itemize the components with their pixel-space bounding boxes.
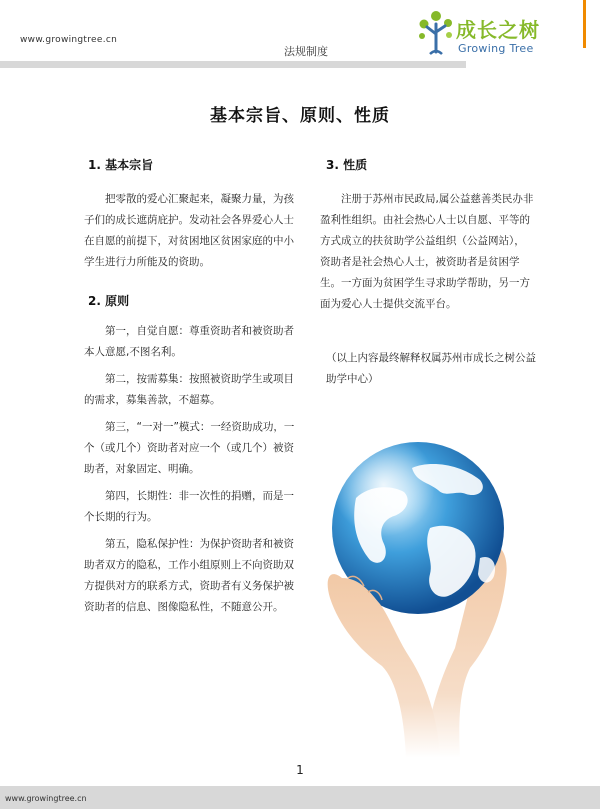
header-bar (0, 61, 466, 68)
globe-illustration (320, 428, 520, 758)
paragraph: 把零散的爱心汇聚起来，凝聚力量，为孩子们的成长遮荫庇护。发动社会各界爱心人士在自愿的前提下，对贫困地区贫困家庭的中小学生进行力所能及的资助。 (84, 193, 294, 268)
page-number: 1 (296, 763, 304, 777)
section-body-purpose (84, 189, 298, 273)
footer-bar (0, 786, 600, 809)
section-heading-nature: 3. 性质 (326, 158, 368, 172)
paragraph: 注册于苏州市民政局,属公益慈善类民办非盈利性组织。由社会热心人士以自愿、平等的方式成立的扶贫助学公益组织（公益网站），资助者是社会热心人士，被资助者是贫困学生。一方面为贫困学生寻求助学帮助，另一方面为爱心人士提供交流平台。 (320, 193, 534, 310)
logo-text-cn: 成长之树 (456, 18, 540, 42)
principle-item: 第五，隐私保护性：为保护资助者和被资助者双方的隐私，工作小组原则上不向资助双方提供对方的联系方式，资助者有义务保护被资助者的信息、图像隐私性，不随意公开。 (84, 538, 294, 613)
note-text: （以上内容最终解释权属苏州市成长之树公益助学中心） (326, 352, 536, 385)
principle-item: 第一，自觉自愿：尊重资助者和被资助者本人意愿,不图名利。 (84, 325, 294, 358)
site-url: www.growingtree.cn (20, 35, 118, 45)
tree-person-icon (418, 8, 454, 58)
principle-item: 第三，“一对一”模式：一经资助成功，一个（或几个）资助者对应一个（或几个）被资助者，对象固定、明确。 (84, 421, 295, 475)
section-heading-principles: 2. 原则 (88, 294, 130, 308)
footer-site-url: www.growingtree.cn (5, 794, 87, 803)
principle-item: 第二，按需募集：按照被资助学生或项目的需求，募集善款，不超募。 (84, 373, 294, 406)
interpretation-note (326, 348, 540, 390)
page-title: 基本宗旨、原则、性质 (210, 106, 390, 126)
globe-in-hands-image (320, 428, 520, 758)
accent-bar (583, 0, 586, 48)
section-body-principles (84, 321, 300, 624)
section-body-nature (320, 189, 534, 315)
logo (418, 8, 568, 60)
principle-item: 第四，长期性：非一次性的捐赠，而是一个长期的行为。 (84, 490, 294, 523)
section-heading-purpose: 1. 基本宗旨 (88, 158, 154, 172)
section-label: 法规制度 (284, 45, 328, 58)
logo-text-en: Growing Tree (458, 42, 534, 55)
